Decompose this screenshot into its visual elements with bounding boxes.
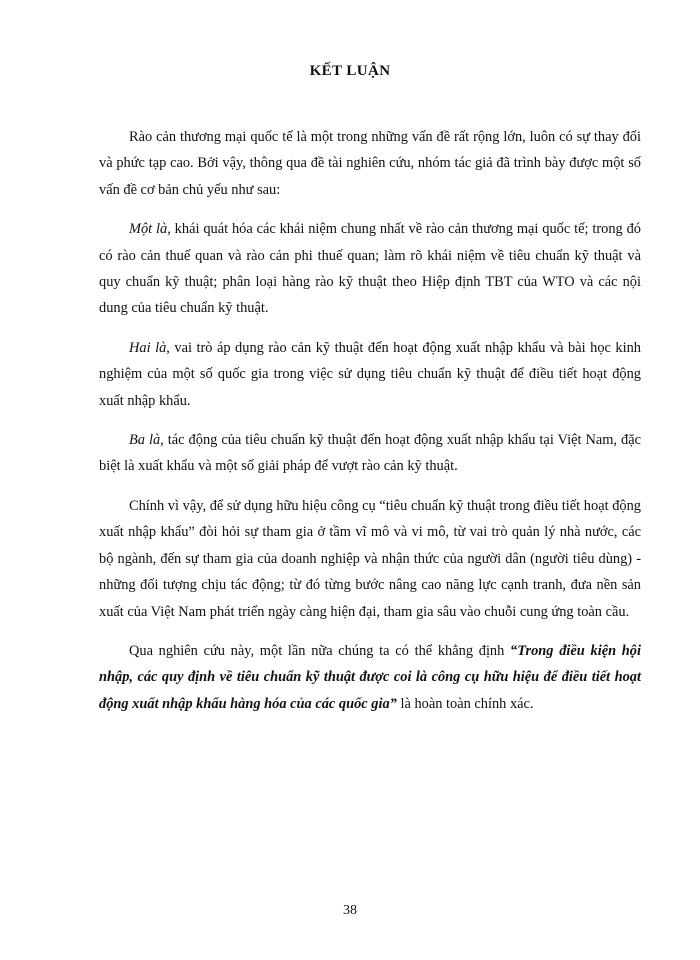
paragraph-text: tác động của tiêu chuẩn kỹ thuật đến hoạt động xuất nhập khẩu tại Việt Nam, đặc biệt là xuất khẩu và một số giải pháp để vượt rào cản kỹ thuật. [99, 432, 642, 475]
paragraph-lead: Hai là, [129, 339, 170, 356]
paragraph-lead: Ba là, [129, 432, 164, 449]
paragraph-lead: Một là, [129, 221, 171, 238]
paragraph-text: khái quát hóa các khái niệm chung nhất về rào cản thương mại quốc tế; trong đó có rào cản thuế quan và rào cản phi thuế quan; làm rõ khái niệm về tiêu chuẩn kỹ thuật và quy chuẩn kỹ thuật; phân loại hàng rào kỹ thuật theo Hiệp định TBT của WTO và các nội dung của tiêu chuẩn kỹ thuật. [99, 221, 641, 317]
paragraph-text: Chính vì vậy, để sử dụng hữu hiệu công cụ “tiêu chuẩn kỹ thuật trong điều tiết hoạt động xuất nhập khẩu” đòi hỏi sự tham gia ở tầm vĩ mô và vi mô, từ vai trò quản lý nhà nước, các bộ ngành, đến sự tham gia của doanh nghiệp và nhận thức của người dân (người tiêu dùng) - những đối tượng chịu tác động; từ đó từng bước nâng cao năng lực cạnh tranh, đưa nền sản xuất của Việt Nam phát triển ngày càng hiện đại, tham gia sâu vào chuỗi cung ứng toàn cầu. [99, 497, 641, 620]
conclusion-quote: “Trong điều kiện hội nhập, các quy định về tiêu chuẩn kỹ thuật được coi là công cụ hữu hiệu để điều tiết hoạt động xuất nhập khẩu hàng hóa của các quốc gia” [99, 642, 641, 712]
paragraph-point-two [99, 335, 641, 414]
paragraph-summary [99, 493, 641, 625]
paragraph-conclusion [99, 638, 641, 717]
paragraph-text-after: là hoàn toàn chính xác. [396, 695, 534, 712]
paragraph-text: vai trò áp dụng rào cản kỹ thuật đến hoạt động xuất nhập khẩu và bài học kinh nghiệm của một số quốc gia trong việc sử dụng tiêu chuẩn kỹ thuật để điều tiết hoạt động xuất nhập khẩu. [99, 339, 641, 409]
document-body [99, 124, 641, 730]
paragraph-intro [99, 124, 641, 203]
page-number: 38 [343, 903, 357, 918]
paragraph-point-one [99, 216, 641, 322]
paragraph-point-three [99, 427, 641, 480]
page-title: KẾT LUẬN [309, 63, 391, 79]
paragraph-text-before: Qua nghiên cứu này, một lần nữa chúng ta có thể khẳng định [129, 642, 511, 659]
paragraph-text: Rào cản thương mại quốc tế là một trong những vấn đề rất rộng lớn, luôn có sự thay đổi và phức tạp cao. Bởi vậy, thông qua đề tài nghiên cứu, nhóm tác giả đã trình bày được một số vấn đề cơ bản chủ yếu như sau: [99, 129, 641, 198]
